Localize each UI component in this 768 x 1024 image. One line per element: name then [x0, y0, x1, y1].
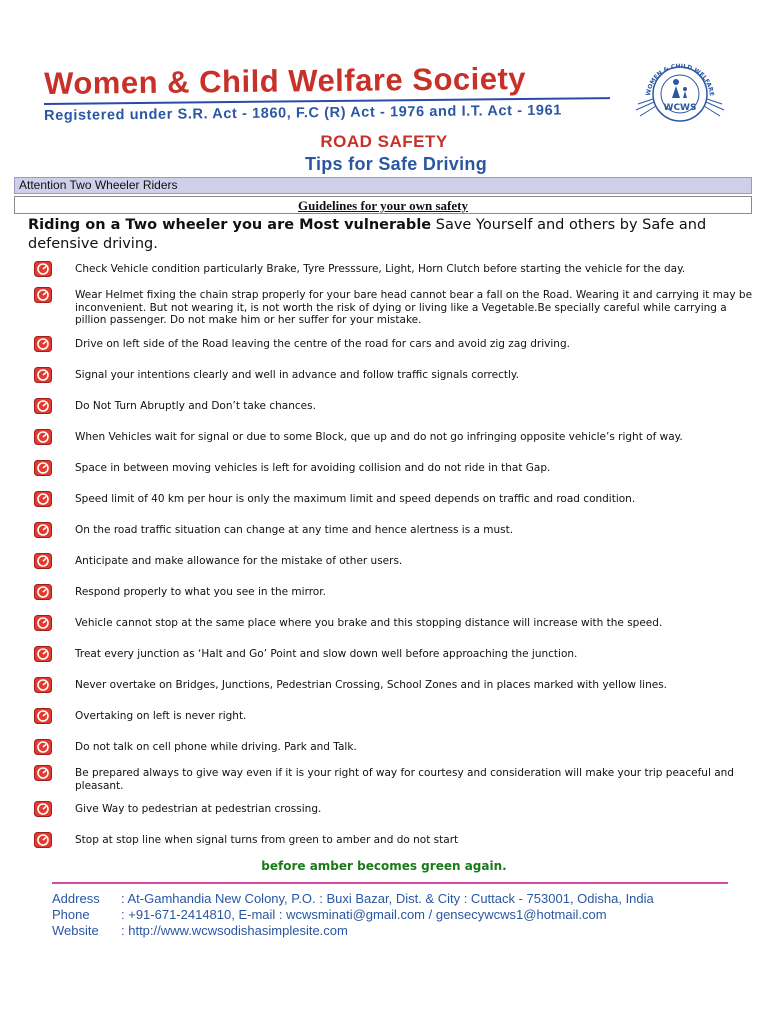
speedometer-icon — [34, 491, 52, 507]
list-item-text: Do not talk on cell phone while driving. Park and Talk. — [75, 741, 357, 753]
list-item-text: Give Way to pedestrian at pedestrian crossing. — [75, 803, 322, 815]
speedometer-icon — [34, 522, 52, 538]
document-title: ROAD SAFETY — [320, 132, 448, 151]
speedometer-icon — [34, 739, 52, 755]
phone-row — [52, 907, 742, 923]
speedometer-icon — [34, 553, 52, 569]
list-item-text: Signal your intentions clearly and well in advance and follow traffic signals correctly. — [75, 369, 519, 381]
speedometer-icon — [34, 677, 52, 693]
list-item-text: Vehicle cannot stop at the same place where you brake and this stopping distance will increase with the speed. — [75, 617, 663, 629]
list-item-text: Respond properly to what you see in the mirror. — [75, 586, 326, 598]
list-item-text: Wear Helmet fixing the chain strap properly for your bare head cannot bear a fall on the Road. Wearing it and carrying it may be inconvenient. But not wearing it, is not worth the risk of dying or living like a Vegetable.Be specially careful while carrying a pillion passenger. Do not make him or her suffer for your mistake. — [75, 289, 753, 326]
registration-line: Registered under S.R. Act - 1860, F.C (R) Act - 1976 and I.T. Act - 1961 — [44, 102, 562, 124]
list-item-text: Drive on left side of the Road leaving the centre of the road for cars and avoid zig zag driving. — [75, 338, 570, 350]
document-subtitle: Tips for Safe Driving — [304, 154, 487, 174]
address-row — [52, 891, 742, 907]
list-item-text: Anticipate and make allowance for the mistake of other users. — [75, 555, 403, 567]
intro-bold: Riding on a Two wheeler you are Most vulnerable — [28, 217, 432, 233]
organization-name: Women & Child Welfare Society — [44, 60, 527, 101]
speedometer-icon — [34, 336, 52, 352]
list-item-text: Never overtake on Bridges, Junctions, Pedestrian Crossing, School Zones and in places marked with yellow lines. — [75, 679, 667, 691]
list-item-text: On the road traffic situation can change at any time and hence alertness is a must. — [75, 524, 514, 536]
list-item-text: Do Not Turn Abruptly and Don’t take chances. — [75, 400, 316, 412]
speedometer-icon — [34, 708, 52, 724]
list-item-text: Stop at stop line when signal turns from green to amber and do not start — [75, 834, 459, 846]
address-label: Address — [52, 891, 100, 906]
closing-line: before amber becomes green again. — [261, 859, 507, 873]
contact-footer — [52, 891, 742, 939]
speedometer-icon — [34, 429, 52, 445]
speedometer-icon — [34, 801, 52, 817]
speedometer-icon — [34, 367, 52, 383]
intro-rest: Save Yourself and others by Safe and defensive driving. — [28, 217, 707, 252]
website-link[interactable]: : http://www.wcwsodishasimplesite.com — [121, 923, 348, 938]
list-item-text: Check Vehicle condition particularly Brake, Tyre Presssure, Light, Horn Clutch before starting the vehicle for the day. — [75, 263, 686, 275]
speedometer-icon — [34, 261, 52, 277]
attention-banner: Attention Two Wheeler Riders — [14, 177, 752, 194]
speedometer-icon — [34, 460, 52, 476]
list-item-text: Treat every junction as ‘Halt and Go’ Point and slow down well before approaching the junction. — [75, 648, 578, 660]
speedometer-icon — [34, 398, 52, 414]
list-item-text: Overtaking on left is never right. — [75, 710, 247, 722]
list-item-text: Speed limit of 40 km per hour is only the maximum limit and speed depends on traffic and road condition. — [75, 493, 636, 505]
footer-divider — [52, 882, 728, 884]
website-label: Website — [52, 923, 99, 938]
speedometer-icon — [34, 615, 52, 631]
list-item-text: When Vehicles wait for signal or due to some Block, que up and do not go infringing opposite vehicle’s right of way. — [75, 431, 683, 443]
website-row — [52, 923, 742, 939]
list-item-text: Space in between moving vehicles is left for avoiding collision and do not ride in that Gap. — [75, 462, 551, 474]
speedometer-icon — [34, 287, 52, 303]
svg-text:WCWS: WCWS — [663, 103, 697, 113]
svg-text:WOMEN & CHILD WELFARE SOCIETY: WOMEN & CHILD WELFARE — [644, 62, 715, 97]
speedometer-icon — [34, 646, 52, 662]
phone-label: Phone — [52, 907, 90, 922]
list-item-text: Be prepared always to give way even if it is your right of way for courtesy and consideration will make your trip peaceful and pleasant. — [75, 767, 734, 792]
speedometer-icon — [34, 765, 52, 781]
address-value: : At-Gamhandia New Colony, P.O. : Buxi Bazar, Dist. & City : Cuttack - 753001, Odisha, India — [121, 891, 654, 906]
speedometer-icon — [34, 584, 52, 600]
speedometer-icon — [34, 832, 52, 848]
phone-email-value: : +91-671-2414810, E-mail : wcwsminati@gmail.com / gensecywcws1@hotmail.com — [121, 907, 607, 922]
guidelines-heading: Guidelines for your own safety — [14, 196, 752, 214]
